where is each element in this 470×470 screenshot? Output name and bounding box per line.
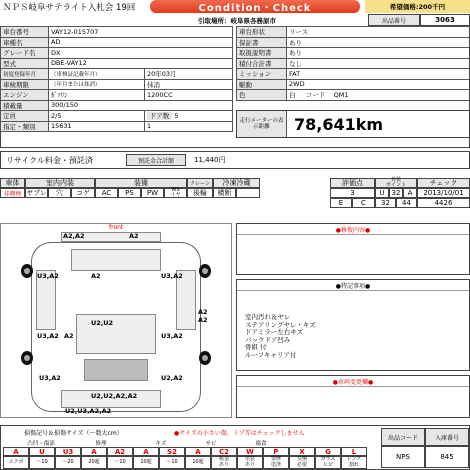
legend-code: S2 <box>159 447 185 456</box>
spec-sub: （車検証記載年月） <box>49 69 145 80</box>
legend-desc: 板金 あり <box>211 456 237 469</box>
door-value: 5 <box>174 112 179 121</box>
damage-label: U2,U3,A2,A2 <box>65 407 112 415</box>
spec-value-2 <box>145 111 233 122</box>
eval-score: 3 <box>330 188 375 198</box>
legend-desc: ～20 <box>55 456 81 469</box>
equip-item: ヤブレ <box>26 189 47 197</box>
eval-header: 評価点 <box>330 178 375 188</box>
damage-label: A2 <box>129 232 139 240</box>
table-row <box>237 58 470 69</box>
spec-value: なし <box>287 58 470 69</box>
spec-value: FAT <box>287 69 470 80</box>
legend-header: キズ <box>155 441 167 447</box>
change-heading: ●車両変更欄● <box>237 376 469 387</box>
legend-codes <box>3 447 379 456</box>
spec-value: 20年03月 <box>145 69 233 80</box>
eval-cell: E <box>330 198 352 208</box>
recycle-total: 11,440円 <box>194 156 226 164</box>
equip-item: 穴 <box>48 188 71 198</box>
special-note: 骨組 付 <box>245 343 267 351</box>
legend-code: A <box>185 447 211 456</box>
spec-value-2: 1 <box>145 121 233 132</box>
hood <box>71 249 161 271</box>
exhibit-code-label: 出品コード <box>381 428 425 446</box>
legend-desc: 20超 <box>81 456 107 469</box>
legend-warning: ●サイズの小さい傷、ミゾ等はチェックしません <box>174 430 305 437</box>
equip-item: PW <box>141 188 164 198</box>
equipment-row <box>0 178 470 206</box>
car-diagram <box>0 223 232 418</box>
recycle-row <box>0 151 470 169</box>
legend-code: G <box>315 447 341 456</box>
recycle-total-label: 預託金合計額 <box>126 154 186 166</box>
spec-value: AD <box>49 37 233 48</box>
wheel-icon <box>21 264 33 278</box>
door-label: ドア数 <box>147 112 172 120</box>
spec-label: 保証書 <box>237 37 287 48</box>
legend-desc: レンズ 割れ <box>341 456 367 469</box>
legend-desc: ガラス ヒビ <box>315 456 341 469</box>
legend-descriptions <box>3 456 379 469</box>
change-box <box>236 375 470 418</box>
special-notes-list <box>245 314 316 359</box>
repair-box <box>236 223 470 275</box>
front-label: front <box>109 224 124 231</box>
table-row <box>1 48 233 59</box>
damage-label: U3,A2 <box>37 332 59 340</box>
spec-label: 定員 <box>1 111 49 122</box>
table-row <box>1 111 233 122</box>
special-notes-box <box>236 279 470 371</box>
legend-desc: ～10 <box>107 456 133 469</box>
equip-group-header: 装備 <box>95 178 187 188</box>
exhibit-no-label: 出品番号 <box>368 14 420 26</box>
equip-group-header: 室内内装 <box>25 178 95 188</box>
legend-code: U <box>29 447 55 456</box>
damage-label: A2 <box>91 272 101 280</box>
legend-code: A <box>133 447 159 456</box>
damage-label: A2 <box>64 332 74 340</box>
table-row <box>237 27 470 38</box>
damage-label: U3,A2 <box>37 272 59 280</box>
spec-label: 初度登録年月 <box>1 69 49 80</box>
spec-label: 指定・類別 <box>1 121 49 132</box>
equip-group-header: クレーン <box>187 178 213 188</box>
special-note: ステアリングヤレ・キズ <box>245 320 316 329</box>
spec-value: リース <box>287 27 470 38</box>
wheel-icon <box>199 264 211 278</box>
legend-header: 腐食 <box>255 441 267 447</box>
check-code: 4426 <box>417 198 470 208</box>
legend-desc: 10超 <box>133 456 159 469</box>
table-row <box>237 90 470 101</box>
legend-code: L <box>341 447 367 456</box>
eval-header: 外装 ポイント <box>375 178 417 188</box>
pickup-location: 引取場所：岐阜県各務原市 <box>198 16 276 25</box>
left-spec-table <box>0 26 233 132</box>
damage-label: U3,A2 <box>39 374 61 382</box>
color-code-label: コード <box>305 91 326 100</box>
legend-code: C2 <box>211 447 237 456</box>
table-row <box>1 69 233 80</box>
legend-code: P <box>263 447 289 456</box>
eval-cell: C <box>352 198 375 208</box>
legend-desc: 交換 必要 <box>289 456 315 469</box>
recycle-label: リサイクル料金・預託済 <box>6 155 93 165</box>
spec-label: 車台番号 <box>1 27 49 38</box>
equip-item: 後輪 <box>187 188 213 198</box>
table-row <box>1 90 233 101</box>
special-heading: ●特記事項● <box>237 280 469 291</box>
legend-desc: ～10 <box>159 456 185 469</box>
spec-value: 2WD <box>287 79 470 90</box>
equip-group-header: 冷凍冷蔵 <box>213 178 260 188</box>
condition-check-banner: Condition・Check <box>150 0 360 13</box>
table-row <box>1 121 233 132</box>
special-note: ドアミラー左右キズ <box>245 328 304 336</box>
entry-no: 845 <box>425 446 469 468</box>
damage-label: U2,U2,A2,A2 <box>91 392 138 400</box>
header-bar <box>0 0 470 14</box>
exhibit-no: 3063 <box>420 14 470 26</box>
eval-cell: U <box>375 188 389 198</box>
equip-item: コゲ <box>71 188 95 198</box>
spec-value: ｶﾞｿﾘﾝ <box>49 90 145 101</box>
spec-label: 色 <box>237 90 287 101</box>
equip-group-header: 車体 <box>0 178 25 188</box>
table-row <box>237 79 470 90</box>
table-row <box>1 27 233 38</box>
table-row <box>237 37 470 48</box>
legend-header: サビ <box>205 441 217 447</box>
legend-headers <box>1 439 381 447</box>
spec-label: エンジン <box>1 90 49 101</box>
damage-label: A2 A2 <box>198 308 208 324</box>
eval-cell: 44 <box>396 198 417 208</box>
pickup-row <box>0 14 470 26</box>
legend-title: 損傷記号＆損傷サイズ（～数大cm） <box>24 430 123 437</box>
spec-label: 積載量 <box>1 100 49 111</box>
table-row <box>1 37 233 48</box>
equip-item: 非喫煙 <box>0 188 25 198</box>
spec-label: 車台形状 <box>237 27 287 38</box>
special-note: バックドア凹み <box>245 335 291 344</box>
spec-label: 型式 <box>1 58 49 69</box>
color-code: QM1 <box>333 91 349 100</box>
exhibit-code: NPS <box>381 446 425 468</box>
mileage-box <box>236 110 470 138</box>
spec-value: あり <box>287 48 470 59</box>
spec-value: あり <box>287 37 470 48</box>
spec-label: グレード名 <box>1 48 49 59</box>
table-row <box>237 48 470 59</box>
legend-header: 凸凹・傷部 <box>27 441 55 447</box>
spec-label: 駆動 <box>237 79 287 90</box>
spec-value: VAY12-015707 <box>49 27 233 38</box>
spec-value: DBE-VAY12 <box>49 58 233 69</box>
damage-label: U3,A2 <box>161 272 183 280</box>
equip-item: WS イヤ <box>164 188 187 198</box>
table-row <box>1 79 233 90</box>
spec-label: 車検期限 <box>1 79 49 90</box>
spec-label: 車種名 <box>1 37 49 48</box>
special-note: 室内汚れ＆ヤレ <box>245 313 291 321</box>
legend-code: A2 <box>107 447 133 456</box>
right-spec-table <box>236 26 470 101</box>
equip-item: PS <box>118 188 141 198</box>
mileage-value: 78,641km <box>294 114 384 134</box>
spec-value: DX <box>49 48 233 59</box>
legend-panel <box>0 425 470 470</box>
legend-code: W <box>237 447 263 456</box>
equip-item: AC <box>95 188 118 198</box>
legend-desc: 要修 塗済 <box>263 456 289 469</box>
color-value: 白 <box>289 91 296 100</box>
legend-header: 修理 <box>95 441 107 447</box>
eval-cell: A <box>403 188 417 198</box>
spec-value: 抹消 <box>145 79 233 90</box>
wheel-icon <box>21 351 33 365</box>
legend-desc: エクボ <box>3 456 29 469</box>
spec-label: ミッション <box>237 69 287 80</box>
legend-desc: 10超 <box>185 456 211 469</box>
table-row <box>1 58 233 69</box>
legend-desc: 塗装 あり <box>237 456 263 469</box>
wheel-icon <box>199 351 211 365</box>
table-row <box>1 100 233 111</box>
eval-header: チェック <box>417 178 470 188</box>
spec-sub: （年月または抹消） <box>49 79 145 90</box>
damage-label: A2,A2 <box>63 232 85 240</box>
spec-value: 300/150 <box>49 100 233 111</box>
spec-label: 積付合計書 <box>237 58 287 69</box>
legend-code: U3 <box>55 447 81 456</box>
legend-code: X <box>289 447 315 456</box>
legend-desc: ～10 <box>29 456 55 469</box>
entry-no-label: 入庫番号 <box>425 428 469 446</box>
repair-heading: ●修復内容● <box>237 224 469 235</box>
equip-item: 横断 <box>213 188 236 198</box>
hope-price: 希望価格:200千円 <box>365 0 470 13</box>
equip-item-blank <box>236 188 260 198</box>
eval-cell: 32 <box>389 188 403 198</box>
spec-value: 2/5 <box>49 111 145 122</box>
damage-label: U3,A2 <box>161 332 183 340</box>
mileage-label: 走行メーターの表示距離 <box>237 111 287 137</box>
spec-value <box>287 90 470 101</box>
spec-value: 15631 <box>49 121 145 132</box>
rear-window <box>84 359 148 381</box>
table-row <box>237 69 470 80</box>
legend-code: A <box>81 447 107 456</box>
roof-panel <box>76 314 156 354</box>
spec-label: 取扱説明書 <box>237 48 287 59</box>
legend-code: A <box>3 447 29 456</box>
auction-title: ＮＰＳ岐阜サテライト入札会 19回 <box>3 2 136 13</box>
damage-label: U2,A2 <box>161 374 183 382</box>
check-date: 2013/10/01 <box>417 188 470 198</box>
damage-label: U2,U2 <box>91 319 114 327</box>
special-note: ルーフキャリア付 <box>245 350 297 359</box>
spec-value-2: 1200CC <box>145 90 233 101</box>
eval-cell: 32 <box>375 198 396 208</box>
